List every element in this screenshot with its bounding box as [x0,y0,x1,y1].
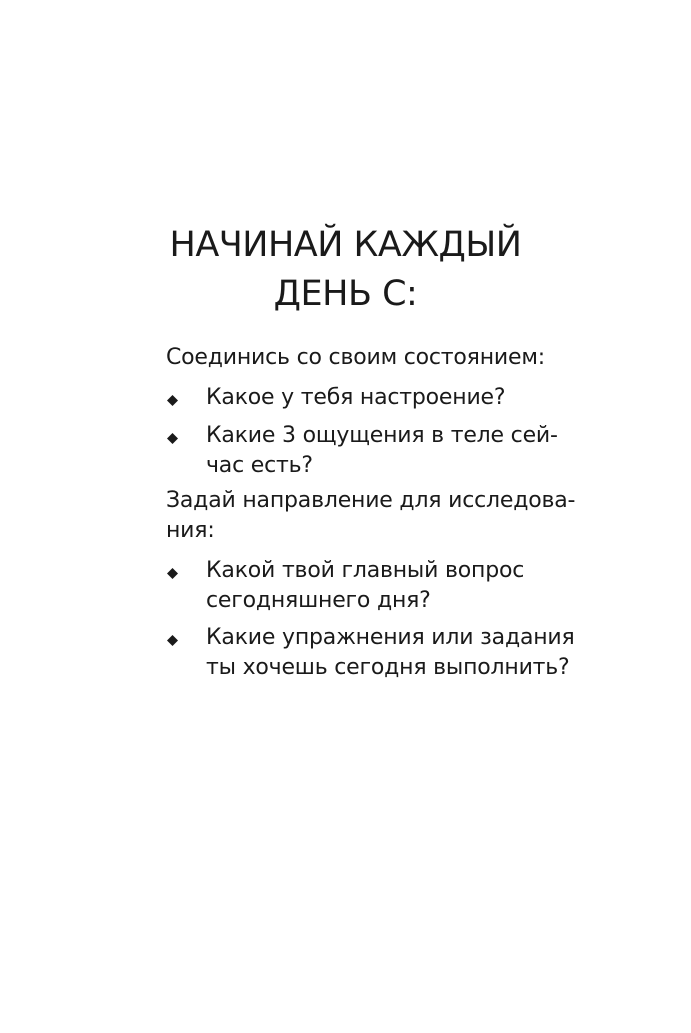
list-item-text: Какой твой главный вопрос [206,558,525,583]
page-title-line-1: НАЧИНАЙ КАЖДЫЙ [169,225,522,265]
section-label: Задай направление для исследова- [166,488,576,513]
section-label: ния: [166,518,215,543]
diamond-bullet-icon [167,395,178,406]
list-item-text: Какие 3 ощущения в теле сей- [206,423,558,448]
list-item-text: Какое у тебя настроение? [206,385,506,410]
diamond-bullet-icon [167,635,178,646]
section-label: Соединись со своим состоянием: [166,345,545,370]
page-title-line-2: ДЕНЬ С: [273,274,418,314]
list-item-text: час есть? [206,453,313,478]
list-item-text: ты хочешь сегодня выполнить? [206,655,570,680]
diamond-bullet-icon [167,433,178,444]
list-item-text: сегодняшнего дня? [206,588,431,613]
diamond-bullet-icon [167,568,178,579]
list-item-text: Какие упражнения или задания [206,625,575,650]
